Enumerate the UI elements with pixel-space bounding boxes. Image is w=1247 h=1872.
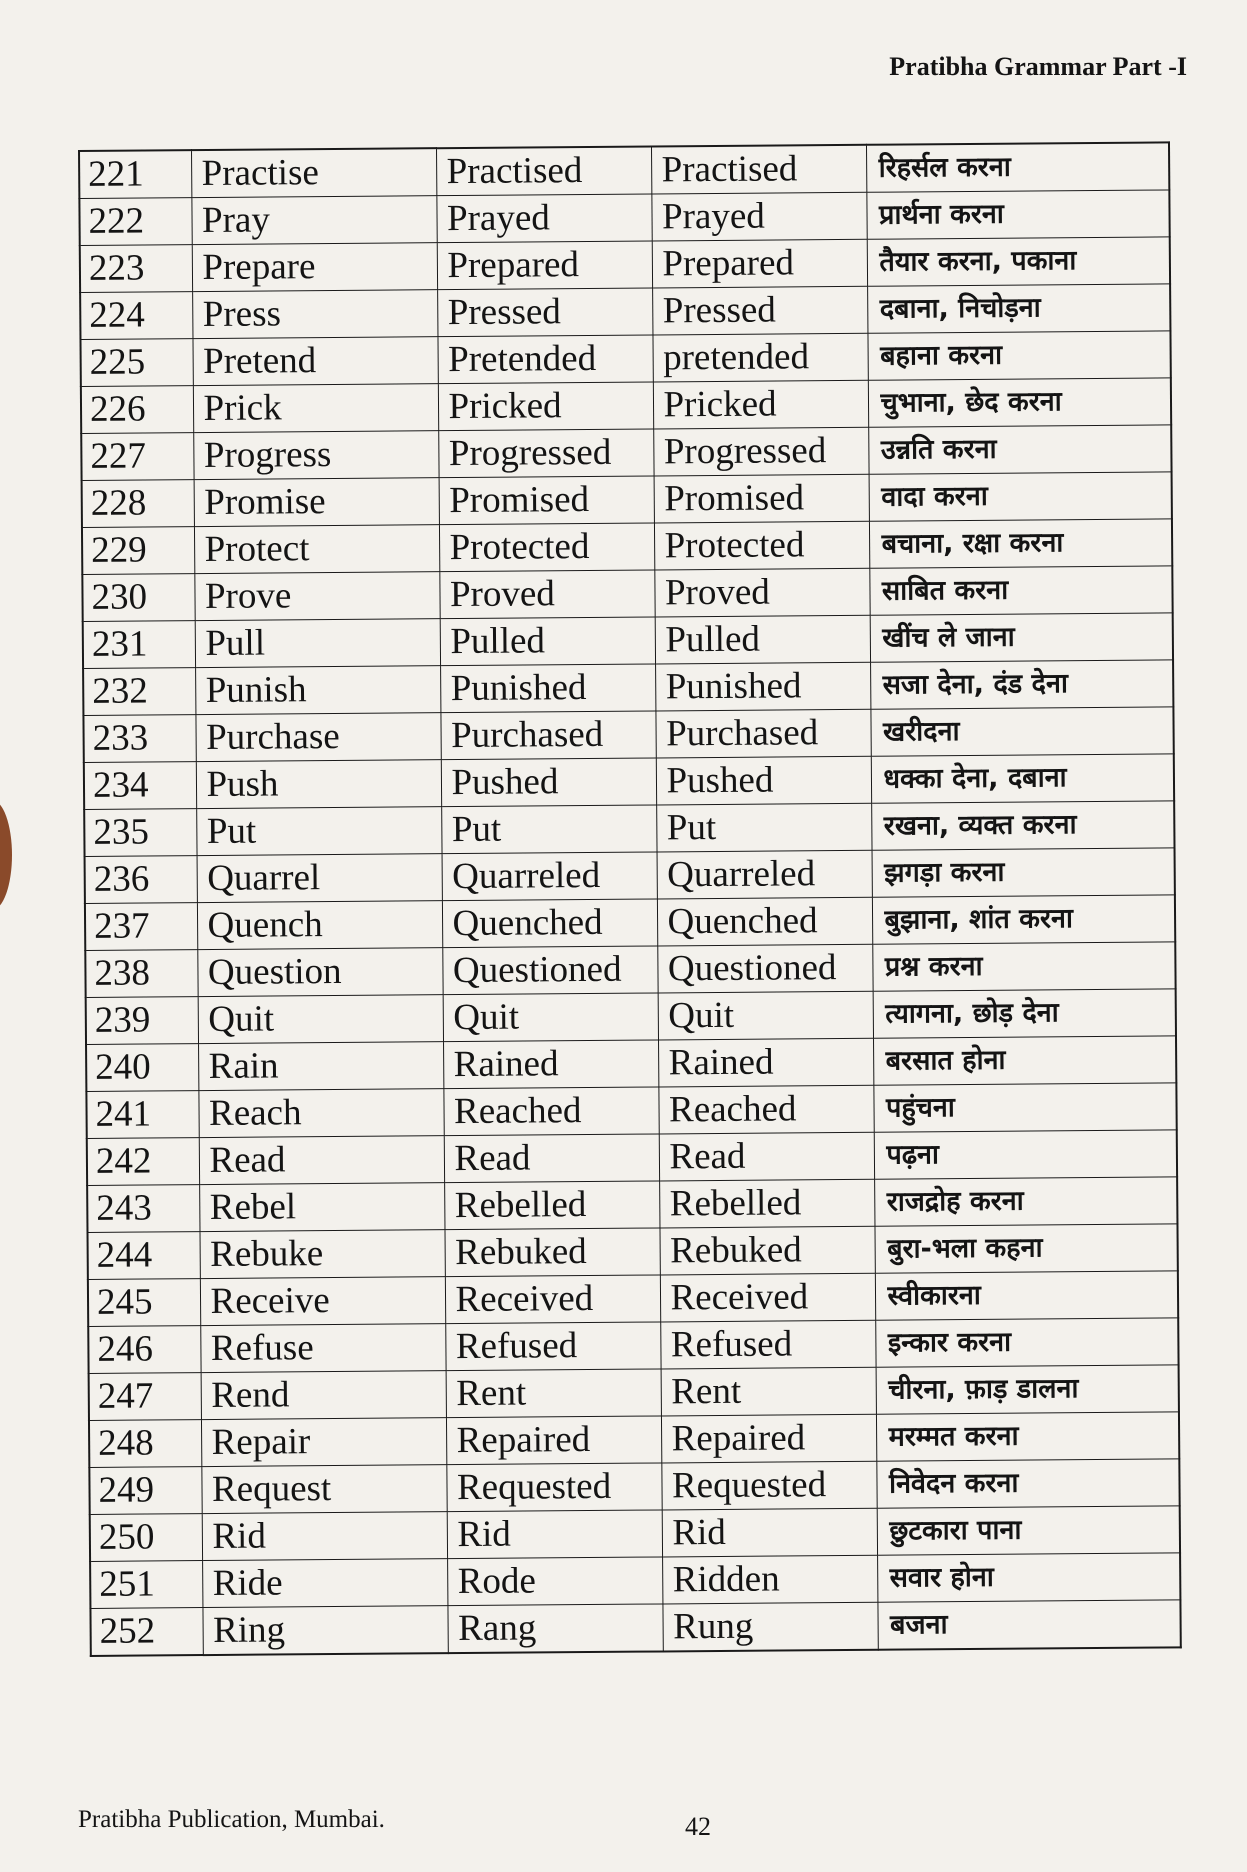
base-form-cell: Practise xyxy=(191,148,436,197)
table-row xyxy=(89,1412,1179,1468)
past-form-cell: Proved xyxy=(439,570,654,619)
table-row xyxy=(87,1177,1177,1233)
serial-number-cell: 248 xyxy=(89,1420,201,1468)
serial-number-cell: 228 xyxy=(82,480,194,528)
table-row xyxy=(85,848,1175,904)
past-participle-cell: Promised xyxy=(654,474,869,523)
past-form-cell: Pressed xyxy=(437,288,652,337)
base-form-cell: Quench xyxy=(197,901,442,950)
serial-number-cell: 238 xyxy=(85,950,197,998)
base-form-cell: Ring xyxy=(202,1606,447,1655)
serial-number-cell: 245 xyxy=(88,1279,200,1327)
verb-table-body xyxy=(79,142,1181,1656)
past-participle-cell: Punished xyxy=(655,662,870,711)
past-participle-cell: Quarreled xyxy=(657,850,872,899)
past-participle-cell: Progressed xyxy=(653,427,868,476)
base-form-cell: Rebel xyxy=(199,1183,444,1232)
past-participle-cell: Quenched xyxy=(657,897,872,946)
past-form-cell: Quit xyxy=(443,993,658,1042)
serial-number-cell: 226 xyxy=(81,386,193,434)
hindi-meaning-cell: दबाना, निचोड़ना xyxy=(867,284,1170,333)
hindi-meaning-cell: बजना xyxy=(877,1600,1180,1650)
past-participle-cell: Rained xyxy=(658,1038,873,1087)
past-participle-cell: Rebuked xyxy=(659,1226,874,1275)
table-row xyxy=(83,707,1173,763)
serial-number-cell: 243 xyxy=(87,1185,199,1233)
past-form-cell: Protected xyxy=(439,523,654,572)
table-row xyxy=(82,472,1172,528)
past-participle-cell: Prayed xyxy=(651,192,866,241)
base-form-cell: Rend xyxy=(201,1371,446,1420)
past-form-cell: Pricked xyxy=(438,382,653,431)
serial-number-cell: 236 xyxy=(85,856,197,904)
serial-number-cell: 237 xyxy=(85,903,197,951)
hindi-meaning-cell: बचाना, रक्षा करना xyxy=(869,519,1172,568)
serial-number-cell: 250 xyxy=(90,1514,202,1562)
past-participle-cell: Rent xyxy=(661,1367,876,1416)
serial-number-cell: 242 xyxy=(87,1138,199,1186)
hindi-meaning-cell: प्रार्थना करना xyxy=(866,190,1169,239)
past-form-cell: Rid xyxy=(447,1510,662,1559)
serial-number-cell: 227 xyxy=(81,433,193,481)
past-participle-cell: Rung xyxy=(662,1602,877,1651)
past-participle-cell: Repaired xyxy=(661,1414,876,1463)
hindi-meaning-cell: धक्का देना, दबाना xyxy=(871,754,1174,803)
past-form-cell: Requested xyxy=(446,1463,661,1512)
hindi-meaning-cell: इन्कार करना xyxy=(875,1318,1178,1367)
past-form-cell: Read xyxy=(444,1134,659,1183)
base-form-cell: Rain xyxy=(198,1042,443,1091)
hindi-meaning-cell: खरीदना xyxy=(870,707,1173,756)
past-participle-cell: Rebelled xyxy=(659,1179,874,1228)
serial-number-cell: 244 xyxy=(88,1232,200,1280)
past-participle-cell: Pulled xyxy=(655,615,870,664)
past-participle-cell: Requested xyxy=(661,1461,876,1510)
base-form-cell: Request xyxy=(201,1465,446,1514)
past-participle-cell: Practised xyxy=(651,145,866,194)
past-participle-cell: Proved xyxy=(654,568,869,617)
base-form-cell: Question xyxy=(197,948,442,997)
past-participle-cell: Read xyxy=(659,1132,874,1181)
table-row xyxy=(80,284,1170,340)
past-form-cell: Questioned xyxy=(442,946,657,995)
serial-number-cell: 241 xyxy=(86,1091,198,1139)
past-form-cell: Rained xyxy=(443,1040,658,1089)
past-participle-cell: Prepared xyxy=(652,239,867,288)
serial-number-cell: 225 xyxy=(80,339,192,387)
table-row xyxy=(87,1130,1177,1186)
past-participle-cell: Pushed xyxy=(656,756,871,805)
table-row xyxy=(85,895,1175,951)
base-form-cell: Quit xyxy=(198,995,443,1044)
past-participle-cell: Quit xyxy=(658,991,873,1040)
hindi-meaning-cell: पहुंचना xyxy=(873,1083,1176,1132)
page-number: 42 xyxy=(685,1812,711,1841)
hindi-meaning-cell: सजा देना, दंड देना xyxy=(870,660,1173,709)
past-form-cell: Prepared xyxy=(437,241,652,290)
table-row xyxy=(84,754,1174,810)
table-row xyxy=(90,1506,1180,1562)
hindi-meaning-cell: बुरा-भला कहना xyxy=(874,1224,1177,1273)
table-row xyxy=(86,989,1176,1045)
table-row xyxy=(86,1083,1176,1139)
hindi-meaning-cell: झगड़ा करना xyxy=(872,848,1175,897)
serial-number-cell: 240 xyxy=(86,1044,198,1092)
base-form-cell: Progress xyxy=(193,431,438,480)
table-row xyxy=(89,1459,1179,1515)
hindi-meaning-cell: त्यागना, छोड़ देना xyxy=(873,989,1176,1038)
hindi-meaning-cell: रिहर्सल करना xyxy=(866,142,1169,192)
base-form-cell: Pray xyxy=(191,196,436,245)
table-row xyxy=(80,237,1170,293)
past-form-cell: Prayed xyxy=(436,194,651,243)
table-row xyxy=(88,1271,1178,1327)
past-form-cell: Pulled xyxy=(440,617,655,666)
hindi-meaning-cell: सवार होना xyxy=(877,1553,1180,1602)
table-row xyxy=(84,801,1174,857)
past-form-cell: Pushed xyxy=(441,758,656,807)
past-form-cell: Rebelled xyxy=(444,1181,659,1230)
past-form-cell: Refused xyxy=(445,1322,660,1371)
serial-number-cell: 233 xyxy=(83,715,195,763)
past-form-cell: Punished xyxy=(440,664,655,713)
past-participle-cell: Put xyxy=(656,803,871,852)
serial-number-cell: 235 xyxy=(84,809,196,857)
hindi-meaning-cell: चुभाना, छेद करना xyxy=(868,378,1171,427)
serial-number-cell: 231 xyxy=(83,621,195,669)
past-participle-cell: Protected xyxy=(654,521,869,570)
base-form-cell: Purchase xyxy=(195,713,440,762)
base-form-cell: Pull xyxy=(195,619,440,668)
serial-number-cell: 222 xyxy=(79,198,191,246)
base-form-cell: Press xyxy=(192,290,437,339)
hindi-meaning-cell: साबित करना xyxy=(869,566,1172,615)
past-participle-cell: Reached xyxy=(658,1085,873,1134)
base-form-cell: Quarrel xyxy=(197,854,442,903)
past-participle-cell: Ridden xyxy=(662,1555,877,1604)
hindi-meaning-cell: बरसात होना xyxy=(873,1036,1176,1085)
hindi-meaning-cell: उन्नति करना xyxy=(868,425,1171,474)
base-form-cell: Promise xyxy=(194,478,439,527)
hindi-meaning-cell: खींच ले जाना xyxy=(870,613,1173,662)
base-form-cell: Ride xyxy=(202,1559,447,1608)
table-row xyxy=(90,1553,1180,1609)
past-form-cell: Rode xyxy=(447,1557,662,1606)
table-row xyxy=(79,190,1169,246)
serial-number-cell: 251 xyxy=(90,1561,202,1609)
past-form-cell: Quarreled xyxy=(442,852,657,901)
past-participle-cell: Questioned xyxy=(657,944,872,993)
table-row xyxy=(81,425,1171,481)
serial-number-cell: 247 xyxy=(89,1373,201,1421)
base-form-cell: Rid xyxy=(202,1512,447,1561)
base-form-cell: Receive xyxy=(200,1277,445,1326)
table-row xyxy=(81,378,1171,434)
base-form-cell: Punish xyxy=(195,666,440,715)
hindi-meaning-cell: रखना, व्यक्त करना xyxy=(871,801,1174,850)
serial-number-cell: 230 xyxy=(82,574,194,622)
publisher-footer: Pratibha Publication, Mumbai. xyxy=(78,1806,385,1833)
table-row xyxy=(86,1036,1176,1092)
past-form-cell: Practised xyxy=(436,146,651,195)
serial-number-cell: 229 xyxy=(82,527,194,575)
past-form-cell: Rang xyxy=(447,1604,662,1653)
past-participle-cell: Refused xyxy=(660,1320,875,1369)
hindi-meaning-cell: वादा करना xyxy=(869,472,1172,521)
past-form-cell: Purchased xyxy=(440,711,655,760)
past-form-cell: Repaired xyxy=(446,1416,661,1465)
hindi-meaning-cell: बुझाना, शांत करना xyxy=(872,895,1175,944)
past-form-cell: Progressed xyxy=(438,429,653,478)
table-row xyxy=(82,566,1172,622)
table-row xyxy=(83,613,1173,669)
hindi-meaning-cell: राजद्रोह करना xyxy=(874,1177,1177,1226)
past-form-cell: Put xyxy=(441,805,656,854)
table-row xyxy=(88,1318,1178,1374)
serial-number-cell: 246 xyxy=(88,1326,200,1374)
serial-number-cell: 234 xyxy=(84,762,196,810)
base-form-cell: Push xyxy=(196,760,441,809)
hindi-meaning-cell: छुटकारा पाना xyxy=(877,1506,1180,1555)
past-form-cell: Promised xyxy=(439,476,654,525)
base-form-cell: Pretend xyxy=(192,337,437,386)
serial-number-cell: 232 xyxy=(83,668,195,716)
table-row xyxy=(83,660,1173,716)
past-form-cell: Pretended xyxy=(437,335,652,384)
past-form-cell: Quenched xyxy=(442,899,657,948)
table-row xyxy=(79,142,1169,198)
base-form-cell: Read xyxy=(199,1136,444,1185)
serial-number-cell: 252 xyxy=(90,1608,202,1656)
base-form-cell: Prepare xyxy=(192,243,437,292)
base-form-cell: Reach xyxy=(198,1089,443,1138)
table-row xyxy=(90,1600,1180,1656)
hindi-meaning-cell: स्वीकारना xyxy=(875,1271,1178,1320)
table-row xyxy=(88,1224,1178,1280)
hindi-meaning-cell: मरम्मत करना xyxy=(876,1412,1179,1461)
past-participle-cell: Pressed xyxy=(652,286,867,335)
running-header: Pratibha Grammar Part -I xyxy=(889,52,1187,81)
hindi-meaning-cell: निवेदन करना xyxy=(876,1459,1179,1508)
serial-number-cell: 239 xyxy=(86,997,198,1045)
past-participle-cell: Rid xyxy=(662,1508,877,1557)
base-form-cell: Prick xyxy=(193,384,438,433)
serial-number-cell: 221 xyxy=(79,150,191,198)
table-row xyxy=(89,1365,1179,1421)
hindi-meaning-cell: तैयार करना, पकाना xyxy=(867,237,1170,286)
verb-forms-table xyxy=(78,141,1182,1657)
past-form-cell: Rebuked xyxy=(444,1228,659,1277)
table-row xyxy=(80,331,1170,387)
past-participle-cell: Received xyxy=(660,1273,875,1322)
margin-mark xyxy=(0,800,12,910)
hindi-meaning-cell: चीरना, फ़ाड़ डालना xyxy=(876,1365,1179,1414)
past-form-cell: Received xyxy=(445,1275,660,1324)
table-row xyxy=(82,519,1172,575)
verb-table-container xyxy=(78,141,1180,1657)
serial-number-cell: 249 xyxy=(89,1467,201,1515)
hindi-meaning-cell: पढ़ना xyxy=(874,1130,1177,1179)
past-form-cell: Rent xyxy=(446,1369,661,1418)
base-form-cell: Rebuke xyxy=(199,1230,444,1279)
past-form-cell: Reached xyxy=(443,1087,658,1136)
past-participle-cell: Purchased xyxy=(655,709,870,758)
base-form-cell: Put xyxy=(196,807,441,856)
past-participle-cell: Pricked xyxy=(653,380,868,429)
base-form-cell: Protect xyxy=(194,525,439,574)
base-form-cell: Repair xyxy=(201,1418,446,1467)
base-form-cell: Refuse xyxy=(200,1324,445,1373)
hindi-meaning-cell: प्रश्न करना xyxy=(872,942,1175,991)
base-form-cell: Prove xyxy=(194,572,439,621)
hindi-meaning-cell: बहाना करना xyxy=(867,331,1170,380)
past-participle-cell: pretended xyxy=(652,333,867,382)
serial-number-cell: 223 xyxy=(80,245,192,293)
table-row xyxy=(85,942,1175,998)
serial-number-cell: 224 xyxy=(80,292,192,340)
